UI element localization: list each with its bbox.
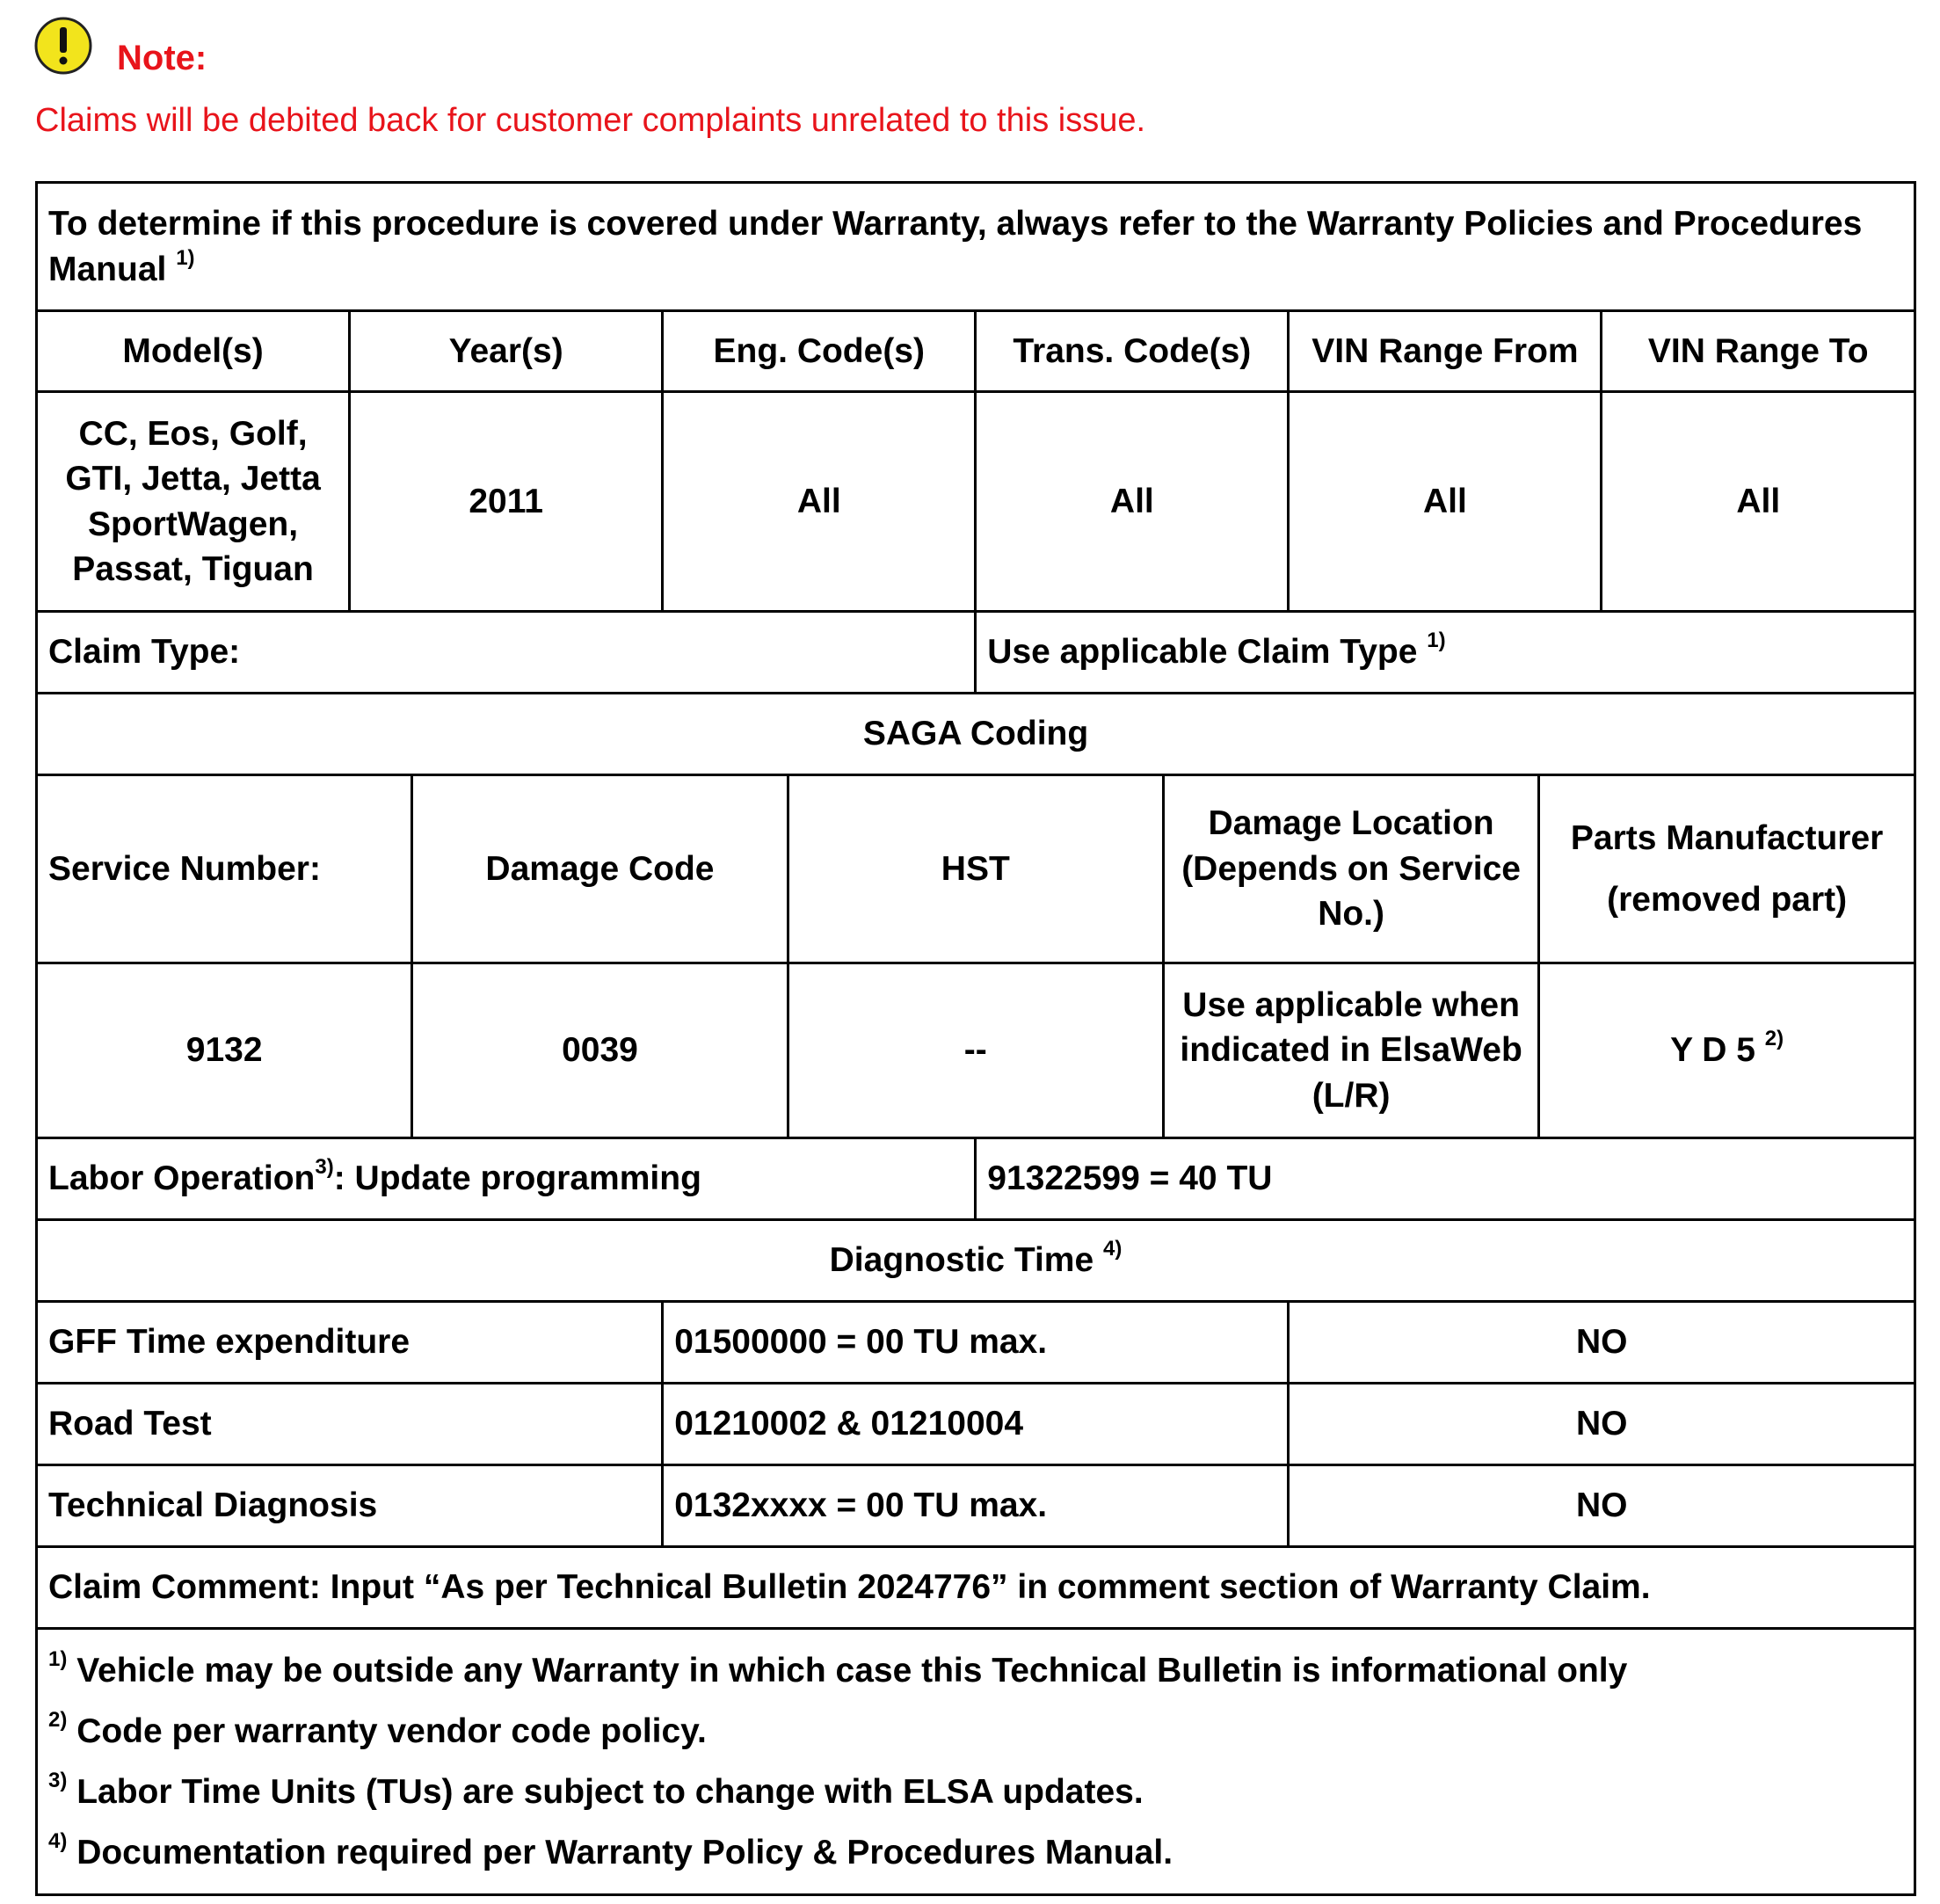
warranty-header-text: To determine if this procedure is covered under Warranty, always refer to the Warranty Policies and Procedures Manual bbox=[48, 205, 1863, 288]
trans-codes-value: All bbox=[976, 392, 1289, 612]
diagnostic-time-title-text: Diagnostic Time bbox=[829, 1241, 1094, 1280]
claim-type-label: Claim Type: bbox=[37, 612, 976, 694]
footnote-mark: 1) bbox=[48, 1647, 68, 1671]
saga-coding-title: SAGA Coding bbox=[37, 694, 1915, 775]
service-number-value: 9132 bbox=[37, 963, 412, 1138]
exclamation-circle-icon bbox=[33, 16, 93, 76]
damage-location-value: Use applicable when indicated in ElsaWeb (L/R) bbox=[1163, 963, 1538, 1138]
footnote-text: Documentation required per Warranty Policy & Procedures Manual. bbox=[76, 1834, 1173, 1871]
note-label: Note: bbox=[117, 39, 207, 77]
saga-header-parts-manufacturer: Parts Manufacturer (removed part) bbox=[1539, 775, 1915, 963]
years-value: 2011 bbox=[350, 392, 663, 612]
saga-header-damage-code: Damage Code bbox=[412, 775, 788, 963]
footnote-ref: 2) bbox=[1764, 1027, 1784, 1051]
diagnostic-time-title bbox=[37, 1220, 1915, 1302]
labor-operation-value: 91322599 = 40 TU bbox=[976, 1138, 1915, 1220]
claim-comment: Claim Comment: Input “As per Technical Bulletin 2024776” in comment section of Warranty Claim. bbox=[37, 1547, 1915, 1629]
footnote-mark: 3) bbox=[48, 1769, 68, 1792]
footnote-item bbox=[48, 1762, 1903, 1822]
eng-codes-value: All bbox=[663, 392, 976, 612]
footnote-ref: 1) bbox=[176, 245, 195, 270]
footnote-mark: 2) bbox=[48, 1708, 68, 1732]
labor-operation-prefix: Labor Operation bbox=[48, 1159, 316, 1198]
footnotes bbox=[37, 1629, 1915, 1895]
column-header-years: Year(s) bbox=[350, 311, 663, 392]
diagnostic-row-code: 01500000 = 00 TU max. bbox=[663, 1302, 1289, 1384]
diagnostic-row-value: NO bbox=[1289, 1465, 1915, 1547]
diagnostic-row-name: Road Test bbox=[37, 1384, 663, 1465]
column-header-models: Model(s) bbox=[37, 311, 350, 392]
footnote-mark: 4) bbox=[48, 1829, 68, 1853]
diagnostic-row-value: NO bbox=[1289, 1302, 1915, 1384]
footnote-text: Code per warranty vendor code policy. bbox=[76, 1712, 707, 1750]
labor-operation-suffix: : Update programming bbox=[333, 1159, 701, 1198]
diagnostic-row-name: GFF Time expenditure bbox=[37, 1302, 663, 1384]
footnote-ref: 3) bbox=[315, 1155, 334, 1180]
damage-code-value: 0039 bbox=[412, 963, 788, 1138]
column-header-trans-codes: Trans. Code(s) bbox=[976, 311, 1289, 392]
footnote-text: Vehicle may be outside any Warranty in which case this Technical Bulletin is informational only bbox=[76, 1652, 1628, 1690]
vin-to-value: All bbox=[1602, 392, 1915, 612]
warranty-header bbox=[37, 183, 1915, 311]
diagnostic-row-name: Technical Diagnosis bbox=[37, 1465, 663, 1547]
diagnostic-row-code: 01210002 & 01210004 bbox=[663, 1384, 1289, 1465]
diagnostic-row-value: NO bbox=[1289, 1384, 1915, 1465]
footnote-text: Labor Time Units (TUs) are subject to change with ELSA updates. bbox=[76, 1773, 1144, 1811]
parts-manufacturer-code: Y D 5 bbox=[1670, 1031, 1755, 1070]
vin-from-value: All bbox=[1289, 392, 1602, 612]
column-header-eng-codes: Eng. Code(s) bbox=[663, 311, 976, 392]
warranty-table bbox=[35, 181, 1916, 1896]
footnote-item bbox=[48, 1701, 1903, 1762]
models-value: CC, Eos, Golf, GTI, Jetta, Jetta SportWagen, Passat, Tiguan bbox=[37, 392, 350, 612]
saga-header-service-number: Service Number: bbox=[37, 775, 412, 963]
debit-warning-text: Claims will be debited back for customer complaints unrelated to this issue. bbox=[35, 102, 1146, 139]
claim-type-value bbox=[976, 612, 1915, 694]
column-header-vin-to: VIN Range To bbox=[1602, 311, 1915, 392]
saga-header-damage-location: Damage Location (Depends on Service No.) bbox=[1163, 775, 1538, 963]
claim-type-value-text: Use applicable Claim Type bbox=[987, 633, 1418, 672]
labor-operation-label bbox=[37, 1138, 976, 1220]
diagnostic-row-code: 0132xxxx = 00 TU max. bbox=[663, 1465, 1289, 1547]
footnote-item bbox=[48, 1640, 1903, 1701]
hst-value: -- bbox=[788, 963, 1163, 1138]
footnote-ref: 1) bbox=[1427, 629, 1446, 653]
saga-header-hst: HST bbox=[788, 775, 1163, 963]
footnote-item bbox=[48, 1822, 1903, 1883]
column-header-vin-from: VIN Range From bbox=[1289, 311, 1602, 392]
parts-manufacturer-value bbox=[1539, 963, 1915, 1138]
footnote-ref: 4) bbox=[1103, 1237, 1123, 1261]
